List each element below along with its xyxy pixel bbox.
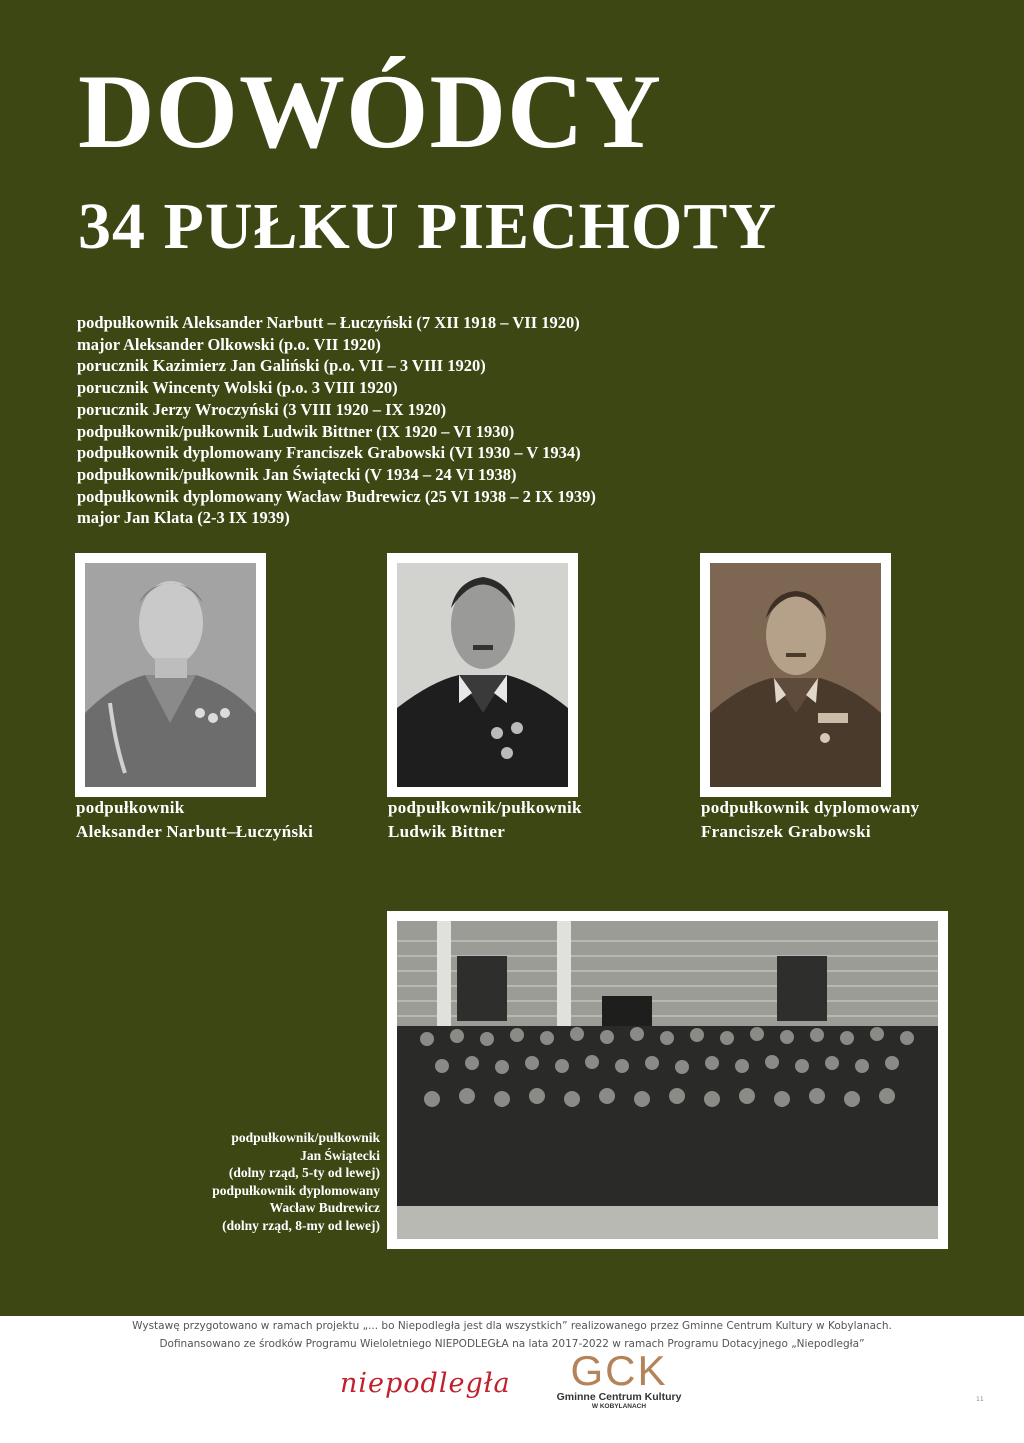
- caption-name: Franciszek Grabowski: [701, 822, 871, 841]
- portrait-caption-3: [701, 796, 919, 844]
- group-photo-caption: [150, 1129, 380, 1234]
- caption-line: podpułkownik/pułkownik: [231, 1130, 380, 1145]
- page-subtitle: 34 PUŁKU PIECHOTY: [78, 190, 778, 263]
- niepodlegla-logo: niepodległa: [340, 1368, 511, 1399]
- caption-rank: podpułkownik: [76, 798, 185, 817]
- gck-logo: [554, 1347, 684, 1410]
- portrait-photo-3: [710, 563, 881, 787]
- portrait-caption-1: [76, 796, 313, 844]
- gck-logo-line2: W KOBYLANACH: [591, 1403, 647, 1410]
- list-item: major Jan Klata (2-3 IX 1939): [77, 508, 290, 528]
- group-photo-image: [397, 921, 938, 1239]
- footer-line-2: Dofinansowano ze środków Programu Wieloletniego NIEPODLEGŁA na lata 2017-2022 w ramach Programu Dotacyjnego „Niepodległa”: [159, 1338, 865, 1350]
- list-item: porucznik Kazimierz Jan Galiński (p.o. VII – 3 VIII 1920): [77, 356, 486, 376]
- page-number: 11: [976, 1396, 984, 1403]
- caption-line: (dolny rząd, 5-ty od lewej): [228, 1165, 380, 1180]
- caption-line: podpułkownik dyplomowany: [212, 1182, 380, 1198]
- footer-line-1: Wystawę przygotowano w ramach projektu „... bo Niepodległa jest dla wszystkich” realizowanego przez Gminne Centrum Kultury w Kobylanach.: [132, 1320, 892, 1332]
- caption-rank: podpułkownik dyplomowany: [701, 798, 920, 817]
- list-item: podpułkownik/pułkownik Jan Świątecki (V 1934 – 24 VI 1938): [77, 464, 517, 484]
- portrait-photo-2: [397, 563, 568, 787]
- portrait-bittner: [387, 553, 578, 797]
- caption-name: Aleksander Narbutt–Łuczyński: [76, 822, 314, 841]
- caption-line: Jan Świątecki: [300, 1147, 380, 1163]
- caption-rank: podpułkownik/pułkownik: [388, 798, 582, 817]
- portrait-caption-2: [388, 796, 582, 844]
- list-item: podpułkownik dyplomowany Franciszek Grabowski (VI 1930 – V 1934): [77, 443, 581, 463]
- caption-line: Wacław Budrewicz: [269, 1200, 380, 1215]
- group-photo: [387, 911, 948, 1249]
- portrait-narbutt-luczynski: [75, 553, 266, 797]
- gck-logo-mark: GCK: [570, 1347, 668, 1394]
- gck-logo-line1: Gminne Centrum Kultury: [556, 1391, 682, 1403]
- list-item: porucznik Wincenty Wolski (p.o. 3 VIII 1920): [77, 378, 398, 398]
- list-item: podpułkownik dyplomowany Wacław Budrewicz (25 VI 1938 – 2 IX 1939): [77, 486, 596, 506]
- portrait-grabowski: [700, 553, 891, 797]
- list-item: podpułkownik Aleksander Narbutt – Łuczyński (7 XII 1918 – VII 1920): [77, 313, 580, 332]
- list-item: porucznik Jerzy Wroczyński (3 VIII 1920 – IX 1920): [77, 399, 447, 419]
- list-item: podpułkownik/pułkownik Ludwik Bittner (IX 1920 – VI 1930): [77, 421, 515, 441]
- list-item: major Aleksander Olkowski (p.o. VII 1920): [77, 334, 381, 354]
- page-title: DOWÓDCY: [78, 53, 663, 170]
- caption-line: (dolny rząd, 8-my od lewej): [222, 1217, 380, 1233]
- portrait-photo-1: [85, 563, 256, 787]
- caption-name: Ludwik Bittner: [388, 822, 506, 841]
- commanders-list: [77, 312, 596, 529]
